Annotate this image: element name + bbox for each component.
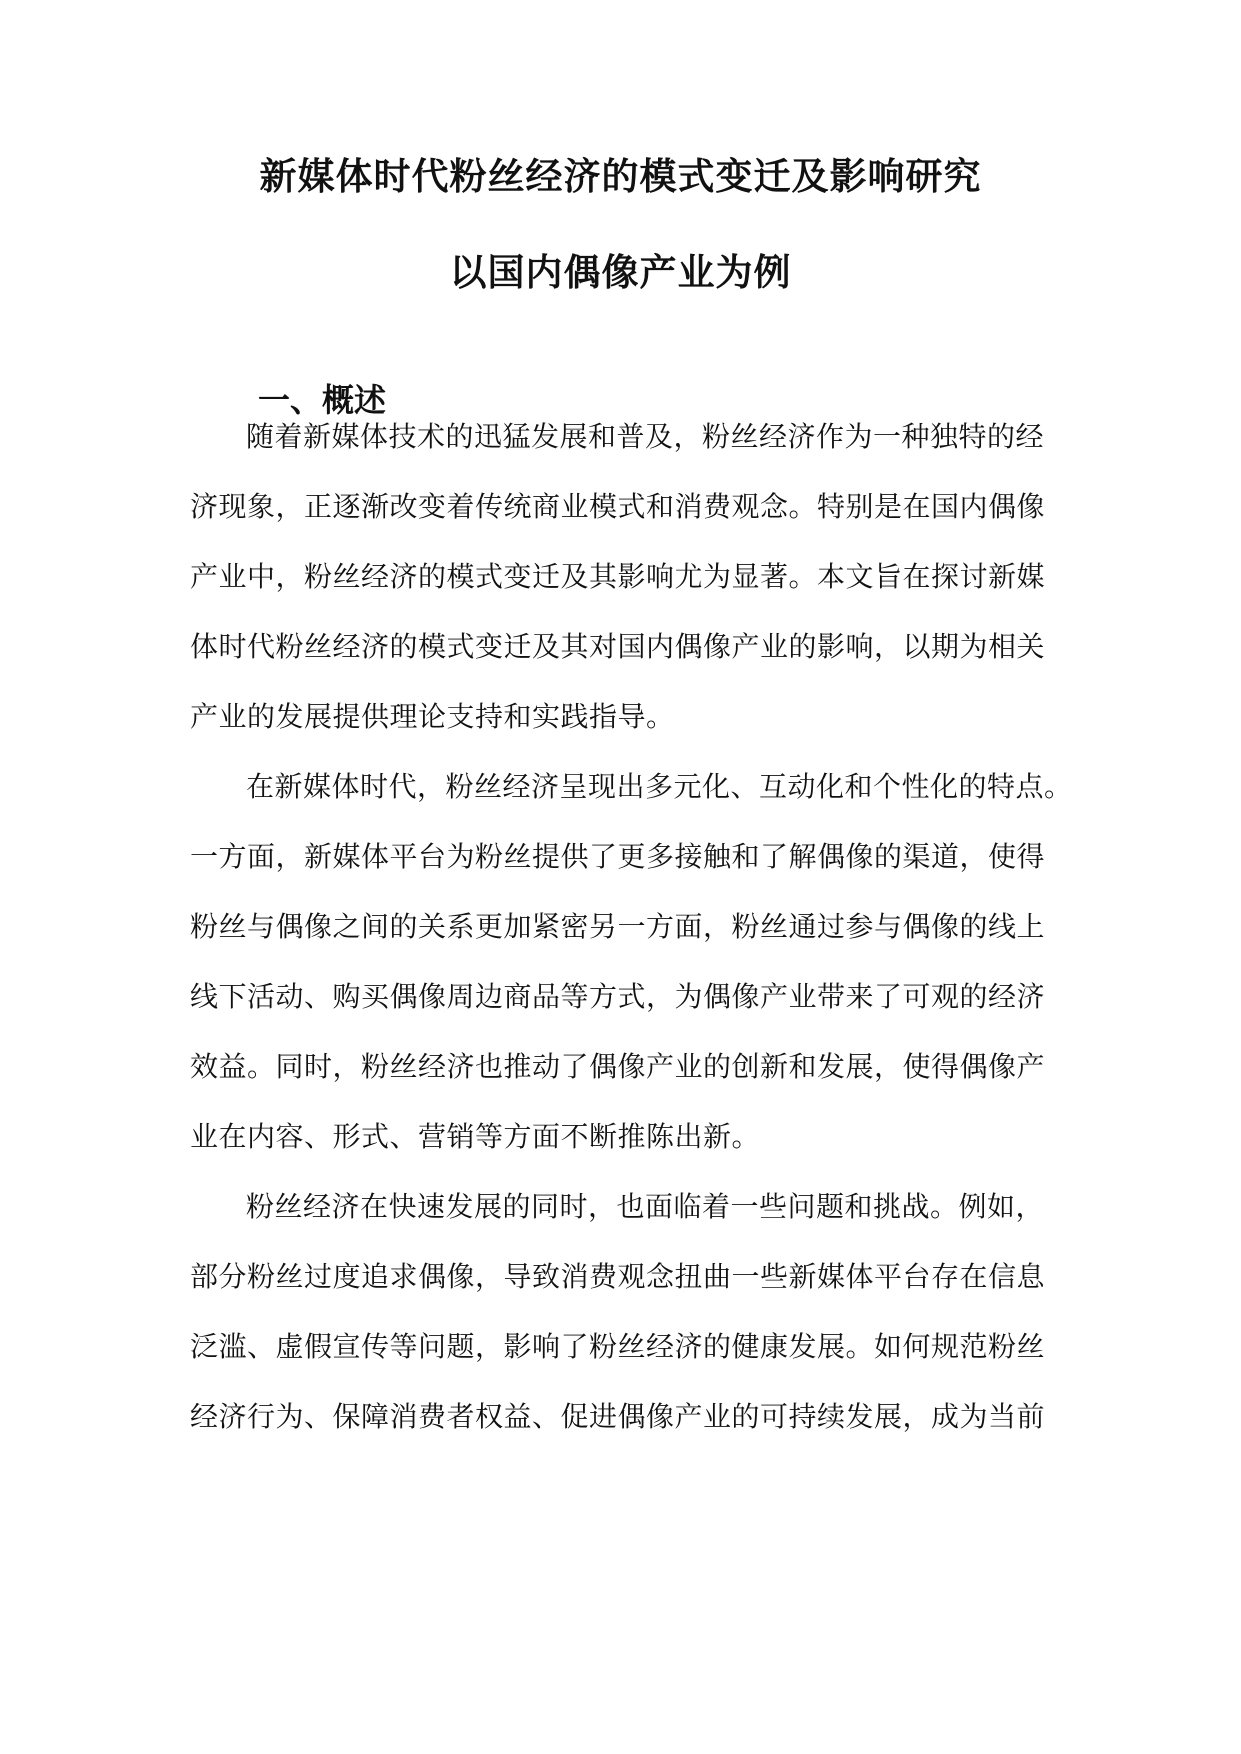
- paragraph-line: 经济行为、保障消费者权益、促进偶像产业的可持续发展，成为当前: [190, 1400, 1046, 1433]
- paragraph-line: 产业中，粉丝经济的模式变迁及其影响尤为显著。本文旨在探讨新媒: [190, 560, 1046, 593]
- paragraph-line: 产业的发展提供理论支持和实践指导。: [190, 700, 675, 733]
- paragraph-line: 效益。同时，粉丝经济也推动了偶像产业的创新和发展，使得偶像产: [190, 1050, 1046, 1083]
- paragraph-line: 在新媒体时代，粉丝经济呈现出多元化、互动化和个性化的特点。: [246, 770, 1073, 803]
- paragraph-line: 部分粉丝过度追求偶像，导致消费观念扭曲一些新媒体平台存在信息: [190, 1260, 1046, 1293]
- paragraph-line: 线下活动、购买偶像周边商品等方式，为偶像产业带来了可观的经济: [190, 980, 1046, 1013]
- document-subtitle: 以国内偶像产业为例: [449, 250, 792, 294]
- paragraph-line: 业在内容、形式、营销等方面不断推陈出新。: [190, 1120, 761, 1153]
- section-heading: 一、概述: [258, 381, 387, 419]
- paragraph-line: 粉丝经济在快速发展的同时，也面临着一些问题和挑战。例如，: [246, 1190, 1045, 1223]
- paragraph-line: 体时代粉丝经济的模式变迁及其对国内偶像产业的影响，以期为相关: [190, 630, 1046, 663]
- paragraph-line: 随着新媒体技术的迅猛发展和普及，粉丝经济作为一种独特的经: [246, 420, 1045, 453]
- paragraph-line: 一方面，新媒体平台为粉丝提供了更多接触和了解偶像的渠道，使得: [190, 840, 1046, 873]
- paragraph-line: 粉丝与偶像之间的关系更加紧密另一方面，粉丝通过参与偶像的线上: [190, 910, 1046, 943]
- paragraph-line: 泛滥、虚假宣传等问题，影响了粉丝经济的健康发展。如何规范粉丝: [190, 1330, 1046, 1363]
- paragraph-line: 济现象，正逐渐改变着传统商业模式和消费观念。特别是在国内偶像: [190, 490, 1046, 523]
- document-title: 新媒体时代粉丝经济的模式变迁及影响研究: [259, 154, 982, 198]
